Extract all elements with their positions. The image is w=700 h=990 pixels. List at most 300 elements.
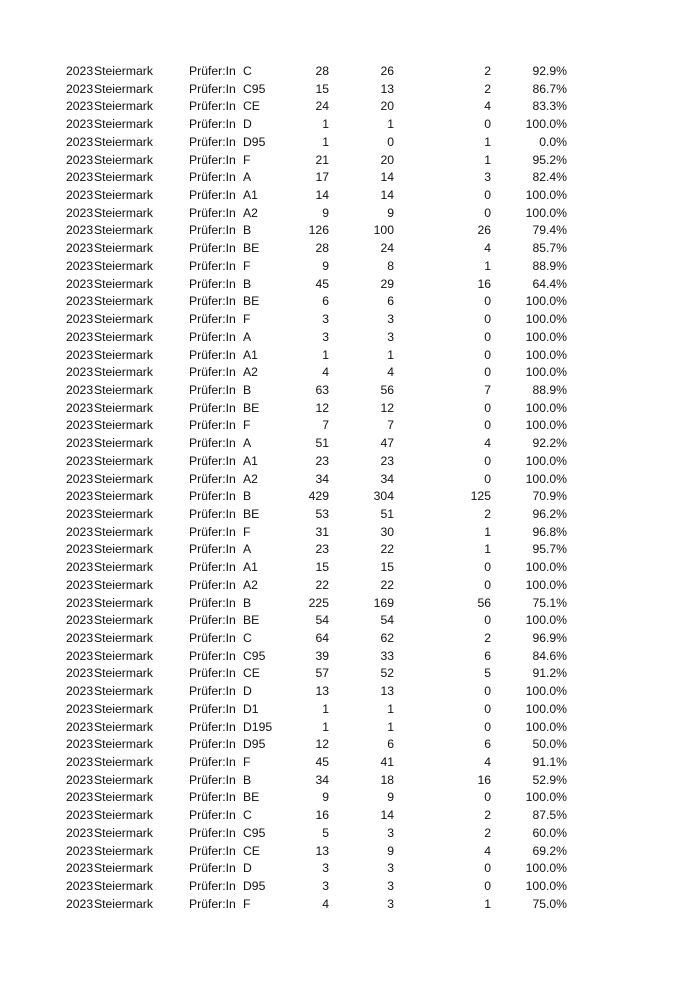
pass-rate-cell: 100.0% bbox=[525, 365, 567, 380]
table-row bbox=[0, 736, 700, 754]
pass-rate-cell: 88.9% bbox=[532, 382, 567, 397]
data-table bbox=[0, 63, 700, 914]
pass-rate-cell: 69.2% bbox=[532, 843, 567, 858]
passed-count-cell: 8 bbox=[387, 258, 394, 273]
license-class-cell: A2 bbox=[243, 365, 258, 380]
role-cell: Prüfer:In bbox=[189, 347, 236, 362]
region-cell: Steiermark bbox=[94, 861, 153, 876]
passed-count-cell: 13 bbox=[380, 684, 394, 699]
table-row bbox=[0, 169, 700, 187]
total-count-cell: 15 bbox=[315, 560, 329, 575]
total-count-cell: 1 bbox=[322, 701, 329, 716]
passed-count-cell: 29 bbox=[380, 276, 394, 291]
passed-count-cell: 3 bbox=[387, 896, 394, 911]
failed-count-cell: 2 bbox=[484, 64, 491, 78]
role-cell: Prüfer:In bbox=[189, 205, 236, 220]
license-class-cell: BE bbox=[243, 294, 260, 309]
role-cell: Prüfer:In bbox=[189, 772, 236, 787]
passed-count-cell: 9 bbox=[387, 843, 394, 858]
role-cell: Prüfer:In bbox=[189, 365, 236, 380]
year-cell: 2023 bbox=[66, 329, 94, 344]
failed-count-cell: 56 bbox=[477, 595, 491, 610]
region-cell: Steiermark bbox=[94, 631, 153, 645]
failed-count-cell: 6 bbox=[484, 737, 491, 752]
table-row bbox=[0, 506, 700, 524]
failed-count-cell: 0 bbox=[484, 577, 491, 592]
pass-rate-cell: 95.7% bbox=[532, 542, 567, 557]
table-row bbox=[0, 222, 700, 240]
license-class-cell: C95 bbox=[243, 825, 266, 840]
pass-rate-cell: 92.2% bbox=[532, 436, 567, 451]
pass-rate-cell: 100.0% bbox=[525, 861, 567, 876]
table-row bbox=[0, 293, 700, 311]
role-cell: Prüfer:In bbox=[189, 117, 236, 132]
total-count-cell: 4 bbox=[322, 365, 329, 380]
role-cell: Prüfer:In bbox=[189, 825, 236, 840]
pass-rate-cell: 100.0% bbox=[525, 294, 567, 309]
passed-count-cell: 14 bbox=[380, 188, 394, 203]
failed-count-cell: 0 bbox=[484, 117, 491, 132]
pass-rate-cell: 100.0% bbox=[525, 117, 567, 132]
total-count-cell: 3 bbox=[322, 879, 329, 894]
role-cell: Prüfer:In bbox=[189, 258, 236, 273]
license-class-cell: F bbox=[243, 896, 251, 911]
pass-rate-cell: 0.0% bbox=[539, 134, 567, 149]
role-cell: Prüfer:In bbox=[189, 471, 236, 486]
total-count-cell: 64 bbox=[315, 631, 329, 645]
role-cell: Prüfer:In bbox=[189, 241, 236, 256]
year-cell: 2023 bbox=[66, 170, 94, 185]
region-cell: Steiermark bbox=[94, 719, 153, 734]
table-row bbox=[0, 595, 700, 613]
passed-count-cell: 100 bbox=[373, 223, 394, 238]
region-cell: Steiermark bbox=[94, 524, 153, 539]
role-cell: Prüfer:In bbox=[189, 737, 236, 752]
role-cell: Prüfer:In bbox=[189, 134, 236, 149]
region-cell: Steiermark bbox=[94, 613, 153, 628]
total-count-cell: 15 bbox=[315, 81, 329, 96]
year-cell: 2023 bbox=[66, 701, 94, 716]
table-row bbox=[0, 276, 700, 294]
failed-count-cell: 16 bbox=[477, 772, 491, 787]
table-row bbox=[0, 347, 700, 365]
failed-count-cell: 2 bbox=[484, 825, 491, 840]
pass-rate-cell: 100.0% bbox=[525, 400, 567, 415]
failed-count-cell: 0 bbox=[484, 418, 491, 433]
region-cell: Steiermark bbox=[94, 418, 153, 433]
year-cell: 2023 bbox=[66, 152, 94, 167]
year-cell: 2023 bbox=[66, 400, 94, 415]
table-row bbox=[0, 98, 700, 116]
license-class-cell: D95 bbox=[243, 879, 266, 894]
table-row bbox=[0, 329, 700, 347]
license-class-cell: A1 bbox=[243, 347, 258, 362]
total-count-cell: 22 bbox=[315, 577, 329, 592]
role-cell: Prüfer:In bbox=[189, 170, 236, 185]
year-cell: 2023 bbox=[66, 613, 94, 628]
failed-count-cell: 1 bbox=[484, 258, 491, 273]
region-cell: Steiermark bbox=[94, 843, 153, 858]
license-class-cell: B bbox=[243, 276, 252, 291]
table-row bbox=[0, 258, 700, 276]
pass-rate-cell: 82.4% bbox=[532, 170, 567, 185]
total-count-cell: 39 bbox=[315, 648, 329, 663]
pass-rate-cell: 100.0% bbox=[525, 188, 567, 203]
passed-count-cell: 56 bbox=[380, 382, 394, 397]
license-class-cell: A bbox=[243, 542, 252, 557]
passed-count-cell: 22 bbox=[380, 542, 394, 557]
year-cell: 2023 bbox=[66, 542, 94, 557]
year-cell: 2023 bbox=[66, 489, 94, 504]
role-cell: Prüfer:In bbox=[189, 400, 236, 415]
region-cell: Steiermark bbox=[94, 542, 153, 557]
passed-count-cell: 9 bbox=[387, 205, 394, 220]
table-row bbox=[0, 789, 700, 807]
license-class-cell: D95 bbox=[243, 737, 266, 752]
role-cell: Prüfer:In bbox=[189, 453, 236, 468]
year-cell: 2023 bbox=[66, 205, 94, 220]
region-cell: Steiermark bbox=[94, 276, 153, 291]
license-class-cell: C95 bbox=[243, 81, 266, 96]
pass-rate-cell: 79.4% bbox=[532, 223, 567, 238]
failed-count-cell: 6 bbox=[484, 648, 491, 663]
region-cell: Steiermark bbox=[94, 790, 153, 805]
year-cell: 2023 bbox=[66, 879, 94, 894]
passed-count-cell: 1 bbox=[387, 701, 394, 716]
failed-count-cell: 16 bbox=[477, 276, 491, 291]
pass-rate-cell: 88.9% bbox=[532, 258, 567, 273]
failed-count-cell: 5 bbox=[484, 666, 491, 681]
license-class-cell: A1 bbox=[243, 453, 258, 468]
year-cell: 2023 bbox=[66, 666, 94, 681]
failed-count-cell: 4 bbox=[484, 755, 491, 770]
year-cell: 2023 bbox=[66, 861, 94, 876]
total-count-cell: 45 bbox=[315, 755, 329, 770]
failed-count-cell: 0 bbox=[484, 400, 491, 415]
passed-count-cell: 0 bbox=[387, 134, 394, 149]
table-row bbox=[0, 701, 700, 719]
passed-count-cell: 52 bbox=[380, 666, 394, 681]
failed-count-cell: 1 bbox=[484, 134, 491, 149]
year-cell: 2023 bbox=[66, 347, 94, 362]
region-cell: Steiermark bbox=[94, 684, 153, 699]
table-row bbox=[0, 116, 700, 134]
license-class-cell: C bbox=[243, 631, 252, 645]
total-count-cell: 54 bbox=[315, 613, 329, 628]
year-cell: 2023 bbox=[66, 276, 94, 291]
total-count-cell: 24 bbox=[315, 99, 329, 114]
failed-count-cell: 2 bbox=[484, 506, 491, 521]
failed-count-cell: 2 bbox=[484, 81, 491, 96]
table-row bbox=[0, 754, 700, 772]
total-count-cell: 9 bbox=[322, 205, 329, 220]
failed-count-cell: 0 bbox=[484, 347, 491, 362]
year-cell: 2023 bbox=[66, 560, 94, 575]
total-count-cell: 17 bbox=[315, 170, 329, 185]
total-count-cell: 9 bbox=[322, 258, 329, 273]
role-cell: Prüfer:In bbox=[189, 666, 236, 681]
failed-count-cell: 0 bbox=[484, 365, 491, 380]
license-class-cell: A2 bbox=[243, 577, 258, 592]
license-class-cell: A1 bbox=[243, 560, 258, 575]
table-row bbox=[0, 417, 700, 435]
year-cell: 2023 bbox=[66, 737, 94, 752]
role-cell: Prüfer:In bbox=[189, 560, 236, 575]
year-cell: 2023 bbox=[66, 382, 94, 397]
license-class-cell: D bbox=[243, 117, 252, 132]
license-class-cell: D1 bbox=[243, 701, 259, 716]
year-cell: 2023 bbox=[66, 81, 94, 96]
pass-rate-cell: 75.1% bbox=[532, 595, 567, 610]
total-count-cell: 45 bbox=[315, 276, 329, 291]
table-row bbox=[0, 400, 700, 418]
pass-rate-cell: 100.0% bbox=[525, 879, 567, 894]
region-cell: Steiermark bbox=[94, 896, 153, 911]
region-cell: Steiermark bbox=[94, 152, 153, 167]
passed-count-cell: 14 bbox=[380, 170, 394, 185]
year-cell: 2023 bbox=[66, 99, 94, 114]
role-cell: Prüfer:In bbox=[189, 808, 236, 823]
pass-rate-cell: 100.0% bbox=[525, 577, 567, 592]
pass-rate-cell: 96.9% bbox=[532, 631, 567, 645]
passed-count-cell: 51 bbox=[380, 506, 394, 521]
total-count-cell: 28 bbox=[315, 241, 329, 256]
license-class-cell: CE bbox=[243, 843, 260, 858]
total-count-cell: 7 bbox=[322, 418, 329, 433]
year-cell: 2023 bbox=[66, 134, 94, 149]
region-cell: Steiermark bbox=[94, 400, 153, 415]
total-count-cell: 4 bbox=[322, 896, 329, 911]
passed-count-cell: 15 bbox=[380, 560, 394, 575]
total-count-cell: 13 bbox=[315, 843, 329, 858]
failed-count-cell: 125 bbox=[470, 489, 491, 504]
passed-count-cell: 24 bbox=[380, 241, 394, 256]
pass-rate-cell: 100.0% bbox=[525, 205, 567, 220]
license-class-cell: D95 bbox=[243, 134, 266, 149]
year-cell: 2023 bbox=[66, 896, 94, 911]
license-class-cell: A2 bbox=[243, 205, 258, 220]
passed-count-cell: 30 bbox=[380, 524, 394, 539]
region-cell: Steiermark bbox=[94, 506, 153, 521]
pass-rate-cell: 100.0% bbox=[525, 347, 567, 362]
pass-rate-cell: 83.3% bbox=[532, 99, 567, 114]
table-row bbox=[0, 648, 700, 666]
role-cell: Prüfer:In bbox=[189, 276, 236, 291]
region-cell: Steiermark bbox=[94, 489, 153, 504]
region-cell: Steiermark bbox=[94, 347, 153, 362]
failed-count-cell: 1 bbox=[484, 542, 491, 557]
failed-count-cell: 4 bbox=[484, 241, 491, 256]
license-class-cell: D bbox=[243, 861, 252, 876]
license-class-cell: A bbox=[243, 329, 252, 344]
region-cell: Steiermark bbox=[94, 241, 153, 256]
year-cell: 2023 bbox=[66, 294, 94, 309]
region-cell: Steiermark bbox=[94, 382, 153, 397]
total-count-cell: 14 bbox=[315, 188, 329, 203]
failed-count-cell: 4 bbox=[484, 436, 491, 451]
passed-count-cell: 20 bbox=[380, 99, 394, 114]
passed-count-cell: 3 bbox=[387, 861, 394, 876]
region-cell: Steiermark bbox=[94, 294, 153, 309]
pass-rate-cell: 100.0% bbox=[525, 312, 567, 327]
license-class-cell: F bbox=[243, 258, 251, 273]
pass-rate-cell: 100.0% bbox=[525, 719, 567, 734]
passed-count-cell: 47 bbox=[380, 436, 394, 451]
pass-rate-cell: 100.0% bbox=[525, 329, 567, 344]
table-row bbox=[0, 471, 700, 489]
license-class-cell: B bbox=[243, 772, 252, 787]
pass-rate-cell: 100.0% bbox=[525, 418, 567, 433]
failed-count-cell: 0 bbox=[484, 861, 491, 876]
failed-count-cell: 0 bbox=[484, 684, 491, 699]
passed-count-cell: 6 bbox=[387, 737, 394, 752]
license-class-cell: A bbox=[243, 436, 252, 451]
passed-count-cell: 1 bbox=[387, 117, 394, 132]
passed-count-cell: 22 bbox=[380, 577, 394, 592]
region-cell: Steiermark bbox=[94, 595, 153, 610]
pass-rate-cell: 86.7% bbox=[532, 81, 567, 96]
table-row bbox=[0, 878, 700, 896]
role-cell: Prüfer:In bbox=[189, 631, 236, 645]
region-cell: Steiermark bbox=[94, 755, 153, 770]
pass-rate-cell: 100.0% bbox=[525, 471, 567, 486]
table-row bbox=[0, 453, 700, 471]
pass-rate-cell: 96.8% bbox=[532, 524, 567, 539]
table-row bbox=[0, 559, 700, 577]
pass-rate-cell: 52.9% bbox=[532, 772, 567, 787]
passed-count-cell: 14 bbox=[380, 808, 394, 823]
failed-count-cell: 0 bbox=[484, 879, 491, 894]
total-count-cell: 1 bbox=[322, 117, 329, 132]
region-cell: Steiermark bbox=[94, 560, 153, 575]
failed-count-cell: 0 bbox=[484, 613, 491, 628]
region-cell: Steiermark bbox=[94, 64, 153, 78]
license-class-cell: C95 bbox=[243, 648, 266, 663]
role-cell: Prüfer:In bbox=[189, 595, 236, 610]
table-row bbox=[0, 665, 700, 683]
region-cell: Steiermark bbox=[94, 453, 153, 468]
total-count-cell: 1 bbox=[322, 134, 329, 149]
region-cell: Steiermark bbox=[94, 648, 153, 663]
total-count-cell: 34 bbox=[315, 772, 329, 787]
year-cell: 2023 bbox=[66, 64, 94, 78]
table-row bbox=[0, 577, 700, 595]
license-class-cell: F bbox=[243, 418, 251, 433]
passed-count-cell: 3 bbox=[387, 329, 394, 344]
total-count-cell: 429 bbox=[308, 489, 329, 504]
license-class-cell: B bbox=[243, 489, 252, 504]
year-cell: 2023 bbox=[66, 312, 94, 327]
table-row bbox=[0, 81, 700, 99]
region-cell: Steiermark bbox=[94, 329, 153, 344]
role-cell: Prüfer:In bbox=[189, 701, 236, 716]
license-class-cell: F bbox=[243, 312, 251, 327]
role-cell: Prüfer:In bbox=[189, 542, 236, 557]
table-row bbox=[0, 772, 700, 790]
year-cell: 2023 bbox=[66, 684, 94, 699]
region-cell: Steiermark bbox=[94, 825, 153, 840]
pass-rate-cell: 95.2% bbox=[532, 152, 567, 167]
failed-count-cell: 4 bbox=[484, 99, 491, 114]
region-cell: Steiermark bbox=[94, 81, 153, 96]
table-row bbox=[0, 311, 700, 329]
table-row bbox=[0, 63, 700, 81]
total-count-cell: 6 bbox=[322, 294, 329, 309]
role-cell: Prüfer:In bbox=[189, 790, 236, 805]
passed-count-cell: 26 bbox=[380, 64, 394, 78]
role-cell: Prüfer:In bbox=[189, 418, 236, 433]
role-cell: Prüfer:In bbox=[189, 648, 236, 663]
table-row bbox=[0, 488, 700, 506]
year-cell: 2023 bbox=[66, 631, 94, 645]
total-count-cell: 5 bbox=[322, 825, 329, 840]
region-cell: Steiermark bbox=[94, 666, 153, 681]
year-cell: 2023 bbox=[66, 772, 94, 787]
pass-rate-cell: 100.0% bbox=[525, 684, 567, 699]
table-row bbox=[0, 807, 700, 825]
license-class-cell: BE bbox=[243, 241, 260, 256]
total-count-cell: 28 bbox=[315, 64, 329, 78]
region-cell: Steiermark bbox=[94, 471, 153, 486]
passed-count-cell: 3 bbox=[387, 825, 394, 840]
role-cell: Prüfer:In bbox=[189, 489, 236, 504]
pass-rate-cell: 64.4% bbox=[532, 276, 567, 291]
role-cell: Prüfer:In bbox=[189, 861, 236, 876]
year-cell: 2023 bbox=[66, 524, 94, 539]
year-cell: 2023 bbox=[66, 188, 94, 203]
license-class-cell: F bbox=[243, 755, 251, 770]
role-cell: Prüfer:In bbox=[189, 613, 236, 628]
year-cell: 2023 bbox=[66, 241, 94, 256]
year-cell: 2023 bbox=[66, 790, 94, 805]
role-cell: Prüfer:In bbox=[189, 879, 236, 894]
total-count-cell: 3 bbox=[322, 329, 329, 344]
table-row bbox=[0, 825, 700, 843]
role-cell: Prüfer:In bbox=[189, 506, 236, 521]
region-cell: Steiermark bbox=[94, 134, 153, 149]
passed-count-cell: 6 bbox=[387, 294, 394, 309]
table-row bbox=[0, 524, 700, 542]
license-class-cell: BE bbox=[243, 506, 260, 521]
total-count-cell: 225 bbox=[308, 595, 329, 610]
failed-count-cell: 3 bbox=[484, 170, 491, 185]
license-class-cell: CE bbox=[243, 99, 260, 114]
passed-count-cell: 13 bbox=[380, 81, 394, 96]
table-row bbox=[0, 205, 700, 223]
region-cell: Steiermark bbox=[94, 808, 153, 823]
year-cell: 2023 bbox=[66, 117, 94, 132]
passed-count-cell: 20 bbox=[380, 152, 394, 167]
license-class-cell: C bbox=[243, 64, 252, 78]
table-row bbox=[0, 541, 700, 559]
table-row bbox=[0, 240, 700, 258]
region-cell: Steiermark bbox=[94, 99, 153, 114]
passed-count-cell: 18 bbox=[380, 772, 394, 787]
table-row bbox=[0, 382, 700, 400]
table-row bbox=[0, 435, 700, 453]
license-class-cell: D195 bbox=[243, 719, 273, 734]
failed-count-cell: 0 bbox=[484, 560, 491, 575]
pass-rate-cell: 96.2% bbox=[532, 506, 567, 521]
license-class-cell: A2 bbox=[243, 471, 258, 486]
total-count-cell: 3 bbox=[322, 861, 329, 876]
role-cell: Prüfer:In bbox=[189, 577, 236, 592]
failed-count-cell: 4 bbox=[484, 843, 491, 858]
region-cell: Steiermark bbox=[94, 223, 153, 238]
license-class-cell: B bbox=[243, 223, 252, 238]
total-count-cell: 21 bbox=[315, 152, 329, 167]
pass-rate-cell: 84.6% bbox=[532, 648, 567, 663]
